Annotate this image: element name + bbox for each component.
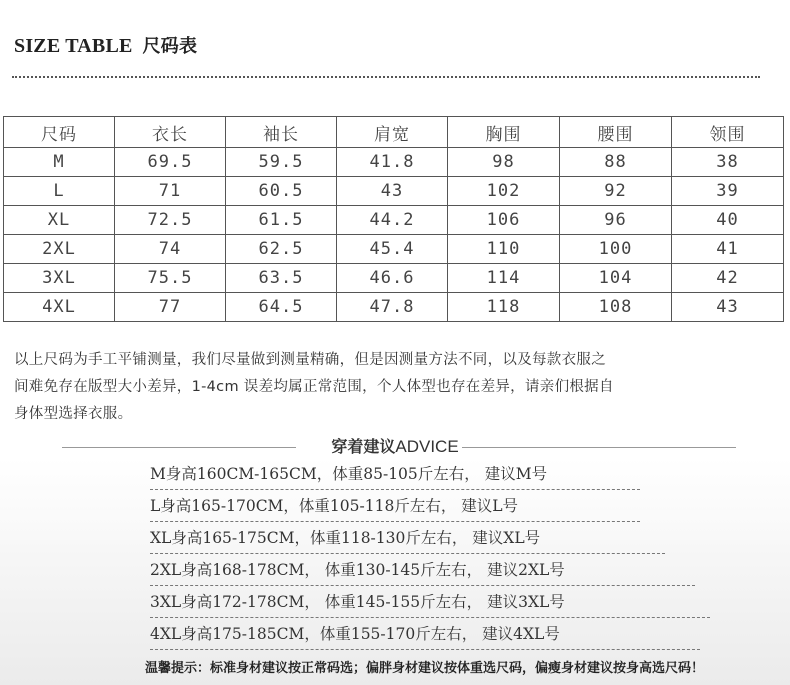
table-cell: 38 xyxy=(672,148,784,177)
table-cell: 42 xyxy=(672,264,784,293)
page-title xyxy=(14,32,197,58)
table-cell: 43 xyxy=(337,177,448,206)
table-cell: 46.6 xyxy=(337,264,448,293)
dotted-divider xyxy=(12,76,760,78)
note-line: 间难免存在版型大小差异，1-4cm 误差均属正常范围，个人体型也存在差异，请亲们根据自 xyxy=(14,379,614,395)
table-cell: 64.5 xyxy=(226,293,337,322)
advice-item-4xl: 4XL身高175-185CM，体重155-170斤左右， 建议4XL号 xyxy=(150,619,700,650)
col-header-shoulder: 肩宽 xyxy=(337,117,448,148)
table-cell: 69.5 xyxy=(115,148,226,177)
col-header-sleeve: 袖长 xyxy=(226,117,337,148)
table-cell: 4XL xyxy=(4,293,115,322)
table-cell: 62.5 xyxy=(226,235,337,264)
table-cell: 60.5 xyxy=(226,177,337,206)
table-cell: 100 xyxy=(560,235,672,264)
table-cell: 108 xyxy=(560,293,672,322)
col-header-size: 尺码 xyxy=(4,117,115,148)
table-cell: 98 xyxy=(448,148,560,177)
table-cell: 47.8 xyxy=(337,293,448,322)
table-row xyxy=(4,177,784,206)
table-row xyxy=(4,293,784,322)
table-cell: 44.2 xyxy=(337,206,448,235)
table-cell: 110 xyxy=(448,235,560,264)
table-cell: 41.8 xyxy=(337,148,448,177)
size-table xyxy=(3,116,784,322)
col-header-length: 衣长 xyxy=(115,117,226,148)
table-cell: 72.5 xyxy=(115,206,226,235)
table-cell: XL xyxy=(4,206,115,235)
table-cell: 3XL xyxy=(4,264,115,293)
col-header-waist: 腰围 xyxy=(560,117,672,148)
table-cell: L xyxy=(4,177,115,206)
col-header-chest: 胸围 xyxy=(448,117,560,148)
table-cell: 92 xyxy=(560,177,672,206)
table-cell: 102 xyxy=(448,177,560,206)
note-line: 身体型选择衣服。 xyxy=(14,406,133,422)
table-cell: 59.5 xyxy=(226,148,337,177)
table-cell: 118 xyxy=(448,293,560,322)
col-header-collar: 领围 xyxy=(672,117,784,148)
advice-title-en: ADVICE xyxy=(395,437,459,456)
advice-item-3xl: 3XL身高172-178CM， 体重145-155斤左右， 建议3XL号 xyxy=(150,587,710,618)
table-cell: M xyxy=(4,148,115,177)
table-row xyxy=(4,206,784,235)
table-cell: 41 xyxy=(672,235,784,264)
table-cell: 61.5 xyxy=(226,206,337,235)
advice-item-2xl: 2XL身高168-178CM， 体重130-145斤左右， 建议2XL号 xyxy=(150,555,695,586)
table-cell: 74 xyxy=(115,235,226,264)
note-line: 以上尺码为手工平铺测量，我们尽量做到测量精确，但是因测量方法不同，以及每款衣服之 xyxy=(14,352,606,368)
table-row xyxy=(4,264,784,293)
table-cell: 77 xyxy=(115,293,226,322)
advice-title xyxy=(0,434,790,457)
title-en: SIZE TABLE xyxy=(14,35,133,57)
table-cell: 104 xyxy=(560,264,672,293)
tip-text: 温馨提示：标准身材建议按正常码选；偏胖身材建议按体重选尺码，偏瘦身材建议按身高选尺码！ xyxy=(145,661,705,676)
table-cell: 2XL xyxy=(4,235,115,264)
table-cell: 96 xyxy=(560,206,672,235)
table-cell: 106 xyxy=(448,206,560,235)
table-cell: 63.5 xyxy=(226,264,337,293)
advice-title-cn: 穿着建议 xyxy=(331,437,396,456)
table-cell: 71 xyxy=(115,177,226,206)
table-cell: 39 xyxy=(672,177,784,206)
advice-item-xl: XL身高165-175CM，体重118-130斤左右， 建议XL号 xyxy=(150,523,665,554)
table-cell: 114 xyxy=(448,264,560,293)
table-cell: 75.5 xyxy=(115,264,226,293)
advice-item-l: L身高165-170CM，体重105-118斤左右， 建议L号 xyxy=(150,491,640,522)
table-cell: 40 xyxy=(672,206,784,235)
measurement-note xyxy=(14,347,776,428)
advice-item-m: M身高160CM-165CM，体重85-105斤左右， 建议M号 xyxy=(150,459,640,490)
table-row xyxy=(4,148,784,177)
table-row xyxy=(4,235,784,264)
table-cell: 43 xyxy=(672,293,784,322)
table-cell: 45.4 xyxy=(337,235,448,264)
title-cn: 尺码表 xyxy=(142,36,198,57)
table-header-row xyxy=(4,117,784,148)
table-cell: 88 xyxy=(560,148,672,177)
